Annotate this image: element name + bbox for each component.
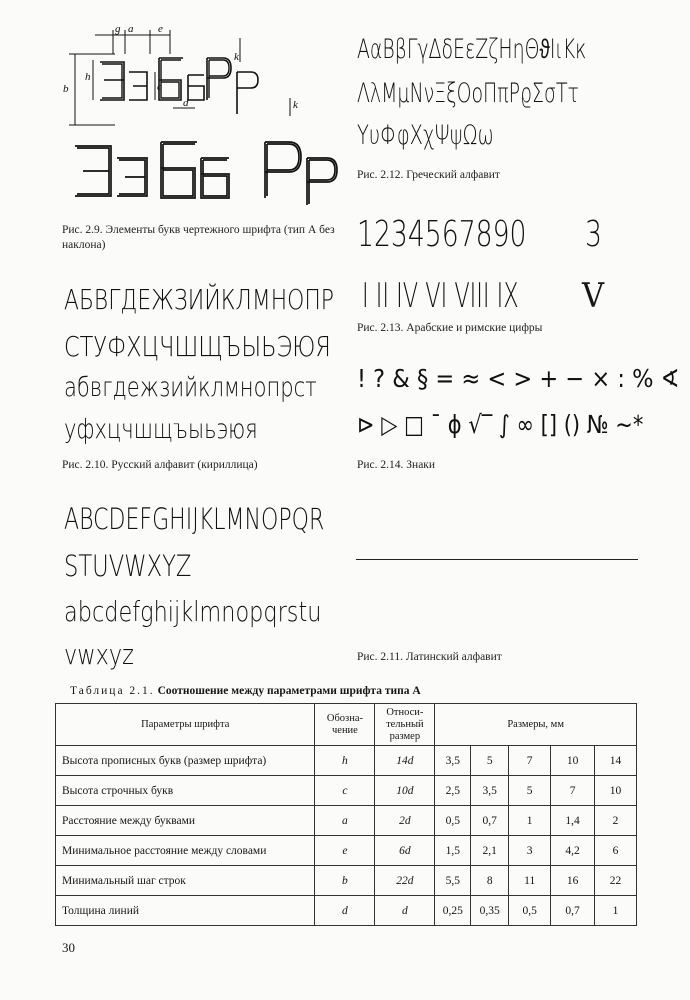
cell-size-value: 0,7: [471, 806, 509, 836]
dim-label-c: c: [157, 81, 162, 93]
cell-size-value: 4,2: [551, 836, 595, 866]
cell-size-value: 14: [595, 746, 637, 776]
cell-size-value: 0,7: [551, 896, 595, 926]
greek-line-3: ΥυΦφΧχΨψΩω: [357, 120, 494, 151]
cell-size-value: 0,35: [471, 896, 509, 926]
cyrillic-lower-line-2: уфхцчшщъыьэюя: [64, 414, 258, 445]
arabic-numeral-extra: 3: [585, 214, 602, 255]
table-row: [56, 776, 637, 806]
cell-size-value: 2,1: [471, 836, 509, 866]
latin-upper-line-2: STUVWXYZ: [64, 549, 192, 583]
latin-lower-line-2: vwxyz: [64, 638, 134, 671]
cell-size-value: 11: [509, 866, 551, 896]
latin-lower-line-1: abcdefghijklmnopqrstu: [64, 595, 322, 628]
cell-size-value: 6: [595, 836, 637, 866]
header-symbol: Обозна- чение: [315, 704, 375, 746]
cell-size-value: 0,5: [509, 896, 551, 926]
page-number: 30: [62, 940, 75, 955]
cell-size-value: 1,4: [551, 806, 595, 836]
dim-label-k2: k: [293, 99, 298, 111]
cell-symbol: a: [315, 806, 375, 836]
dim-label-h: h: [85, 71, 91, 83]
cell-param: Расстояние между буквами: [56, 806, 315, 836]
fig-2-10-caption: Рис. 2.10. Русский алфавит (кириллица): [62, 459, 258, 471]
table-row: [56, 866, 637, 896]
dim-label-b: b: [63, 83, 69, 95]
fig-2-14-caption: Рис. 2.14. Знаки: [357, 459, 436, 471]
roman-numeral-extra: V: [582, 276, 605, 316]
roman-numerals: I II IV VI VIII IX: [362, 276, 519, 316]
cyrillic-upper-line-2: СТУФХЦЧШЩЪЫЬЭЮЯ: [64, 330, 331, 363]
cell-size-value: 3,5: [471, 776, 509, 806]
cell-size-value: 1: [595, 896, 637, 926]
cell-size-value: 22: [595, 866, 637, 896]
table-prefix: Таблица 2.1.: [70, 685, 155, 697]
cell-size-value: 1,5: [435, 836, 471, 866]
cell-relative: 2d: [375, 806, 435, 836]
cell-size-value: 7: [509, 746, 551, 776]
cell-relative: 14d: [375, 746, 435, 776]
cell-symbol: e: [315, 836, 375, 866]
fig-2-12-caption: Рис. 2.12. Греческий алфавит: [357, 169, 500, 181]
table-title-text: Соотношение между параметрами шрифта типа А: [157, 685, 421, 697]
cell-size-value: 16: [551, 866, 595, 896]
cyrillic-lower-line-1: абвгдежзийклмнопрст: [64, 372, 317, 403]
fig-2-9-caption: Рис. 2.9. Элементы букв чертежного шрифта (тип А без наклона): [62, 224, 335, 251]
dim-label-e: e: [158, 23, 163, 35]
cell-size-value: 5,5: [435, 866, 471, 896]
dim-label-g: g: [115, 23, 121, 35]
table-row: [56, 896, 637, 926]
header-sizes: Размеры, мм: [435, 704, 637, 746]
arabic-numerals: 1234567890: [357, 214, 527, 255]
cyrillic-upper-line-1: АБВГДЕЖЗИЙКЛМНОПР: [64, 283, 334, 316]
cell-size-value: 7: [551, 776, 595, 806]
cell-size-value: 2,5: [435, 776, 471, 806]
dim-label-k: k: [234, 51, 239, 63]
greek-line-1: ΑαΒβΓγΔδΕεΖζΗηΘϑΙιΚκ: [357, 34, 587, 65]
cell-symbol: c: [315, 776, 375, 806]
cell-symbol: h: [315, 746, 375, 776]
dim-label-a: a: [128, 23, 134, 35]
cell-param: Минимальный шаг строк: [56, 866, 315, 896]
cell-relative: 22d: [375, 866, 435, 896]
fig-2-13-caption: Рис. 2.13. Арабские и римские цифры: [357, 322, 543, 334]
greek-line-2: ΛλΜμΝνΞξΟοΠπΡϱΣσΤτ: [357, 78, 579, 109]
separator-rule: [356, 559, 638, 560]
cell-symbol: b: [315, 866, 375, 896]
cell-relative: d: [375, 896, 435, 926]
table-row: [56, 836, 637, 866]
fig-2-9-diagram: [55, 20, 345, 205]
cell-size-value: 5: [509, 776, 551, 806]
cell-symbol: d: [315, 896, 375, 926]
cell-param: Минимальное расстояние между словами: [56, 836, 315, 866]
signs-line-1: ! ? & § = ≈ < > + − × : % ∢: [357, 364, 680, 393]
latin-upper-line-1: ABCDEFGHIJKLMNOPQR: [64, 502, 325, 536]
table-header-row: [56, 704, 637, 746]
signs-line-2: ⊳ ▷ □ ¯ ϕ √‾ ∫ ∞ [] () № ∼*: [357, 410, 644, 439]
cell-param: Высота прописных букв (размер шрифта): [56, 746, 315, 776]
cell-size-value: 0,5: [435, 806, 471, 836]
cell-param: Высота строчных букв: [56, 776, 315, 806]
cell-size-value: 10: [551, 746, 595, 776]
font-parameters-table: [55, 703, 637, 926]
cell-size-value: 1: [509, 806, 551, 836]
header-relative: Относи- тельный размер: [375, 704, 435, 746]
cell-size-value: 2: [595, 806, 637, 836]
table-title: [70, 685, 421, 697]
cell-relative: 6d: [375, 836, 435, 866]
fig-2-11-caption: Рис. 2.11. Латинский алфавит: [357, 651, 502, 663]
cell-size-value: 5: [471, 746, 509, 776]
dim-label-d: d: [183, 97, 189, 109]
cell-param: Толщина линий: [56, 896, 315, 926]
cell-size-value: 3: [509, 836, 551, 866]
cell-size-value: 3,5: [435, 746, 471, 776]
table-row: [56, 806, 637, 836]
cell-size-value: 8: [471, 866, 509, 896]
table-row: [56, 746, 637, 776]
cell-size-value: 0,25: [435, 896, 471, 926]
cell-relative: 10d: [375, 776, 435, 806]
header-param: Параметры шрифта: [56, 704, 315, 746]
cell-size-value: 10: [595, 776, 637, 806]
